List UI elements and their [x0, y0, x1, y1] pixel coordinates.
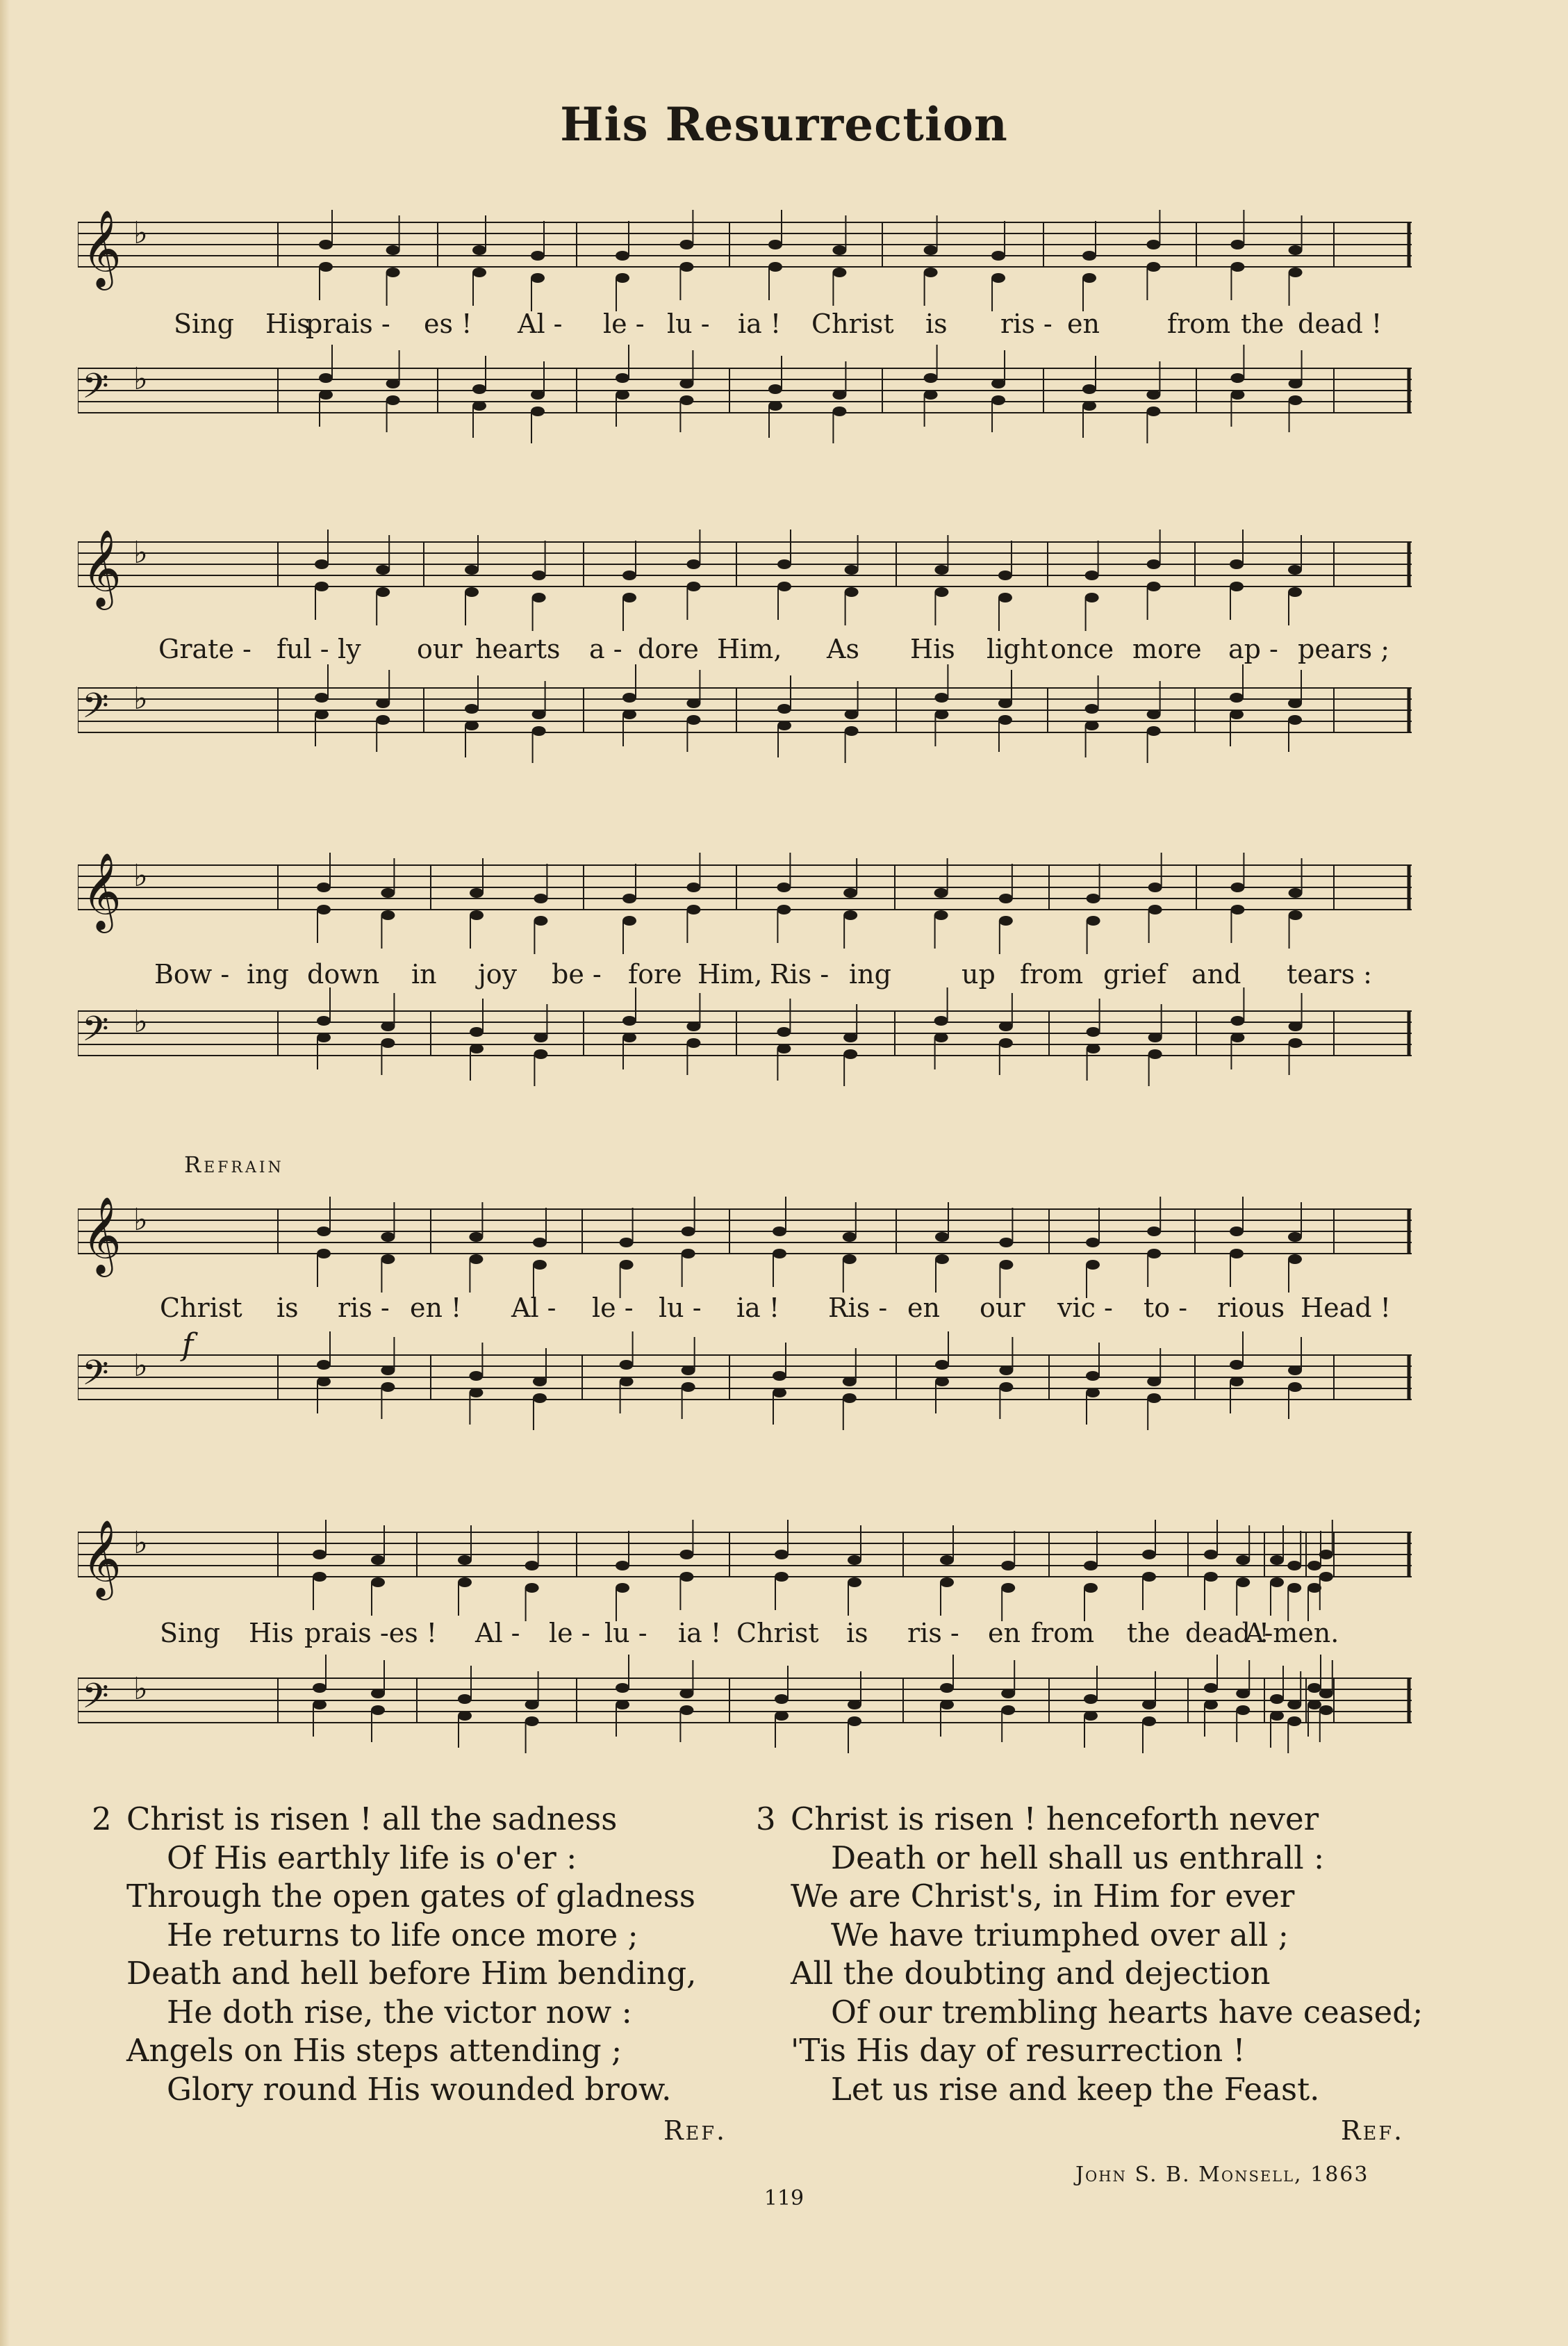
lyric-syllable: Al -: [518, 309, 563, 339]
svg-text:𝄞: 𝄞: [82, 529, 122, 607]
lyric-syllable: dead !: [1185, 1618, 1270, 1648]
lyric-syllable: en !: [410, 1293, 462, 1323]
verse-2-ref: Ref.: [663, 2115, 727, 2146]
page-number: 119: [764, 2186, 804, 2210]
lyric-syllable: Him,: [717, 634, 782, 664]
lyric-syllable: lu -: [667, 309, 710, 339]
lyric-syllable: light: [987, 634, 1048, 664]
verse-line: Death and hell before Him bending,: [126, 1955, 697, 1992]
svg-text:♭: ♭: [133, 1004, 148, 1040]
verse-line: Of His earthly life is o'er :: [167, 1839, 577, 1876]
svg-text:♭: ♭: [133, 1525, 148, 1561]
lyric-syllable: a -: [589, 634, 622, 664]
verse-line: Through the open gates of gladness: [126, 1878, 695, 1914]
svg-text:♭: ♭: [133, 858, 148, 894]
lyric-syllable: to -: [1144, 1293, 1188, 1323]
verse-line: 'Tis His day of resurrection !: [791, 2032, 1246, 2069]
lyric-syllable: the: [1241, 309, 1285, 339]
verse-line: He doth rise, the victor now :: [167, 1993, 632, 2031]
svg-text:♭: ♭: [133, 1671, 148, 1707]
verse-line: He returns to life once more ;: [167, 1916, 638, 1953]
lyric-row-1: [0, 309, 1568, 343]
verse-line: Glory round His wounded brow.: [167, 2070, 672, 2108]
lyric-syllable: Head !: [1301, 1293, 1391, 1323]
verse-line: We have triumphed over all ;: [831, 1916, 1289, 1953]
lyric-syllable: tears :: [1287, 959, 1372, 990]
svg-text:𝄞: 𝄞: [82, 1519, 122, 1597]
lyric-syllable: ap -: [1228, 634, 1278, 664]
verse-line: Of our trembling hearts have ceased;: [831, 1993, 1423, 2031]
verse-3: [756, 1800, 1423, 2108]
svg-text:♭: ♭: [133, 681, 148, 716]
lyric-syllable: dead !: [1298, 309, 1383, 339]
lyric-syllable: Christ: [160, 1293, 242, 1323]
lyric-syllable: ris -: [338, 1293, 390, 1323]
lyric-syllable: joy: [478, 959, 518, 990]
lyric-syllable: en: [1067, 309, 1100, 339]
hymn-title: His Resurrection: [560, 97, 1008, 151]
lyric-syllable: Al -: [511, 1293, 556, 1323]
lyric-syllable: and: [1191, 959, 1241, 990]
lyric-syllable: His: [910, 634, 955, 664]
verse-line: Angels on His steps attending ;: [126, 2032, 622, 2069]
lyric-row-3: [0, 959, 1568, 994]
lyric-syllable: es !: [424, 309, 472, 339]
verse-line: Death or hell shall us enthrall :: [831, 1839, 1325, 1876]
lyric-syllable: ing: [247, 959, 289, 990]
lyric-syllable: ia !: [678, 1618, 722, 1648]
lyric-syllable: ia !: [736, 1293, 780, 1323]
svg-text:𝄢: 𝄢: [82, 686, 109, 735]
lyric-syllable: ly: [338, 634, 361, 664]
lyric-syllable: Him,: [698, 959, 763, 990]
lyric-syllable: en: [907, 1293, 940, 1323]
svg-text:𝄢: 𝄢: [82, 1676, 109, 1725]
lyric-syllable: prais -: [306, 309, 390, 339]
lyric-row-2: [0, 634, 1568, 668]
lyric-syllable: Ris -: [828, 1293, 888, 1323]
lyric-syllable: A-men.: [1245, 1618, 1339, 1648]
lyric-syllable: Al -: [475, 1618, 520, 1648]
lyric-syllable: ful -: [277, 634, 329, 664]
lyric-syllable: vic -: [1057, 1293, 1113, 1323]
lyric-syllable: our: [417, 634, 463, 664]
lyric-syllable: up: [962, 959, 996, 990]
lyric-syllable: is: [277, 1293, 299, 1323]
verse-number: 2: [92, 1800, 112, 1837]
verse-line: Christ is risen ! henceforth never: [791, 1800, 1319, 1837]
verse-number: 3: [756, 1800, 776, 1837]
lyric-syllable: in: [411, 959, 437, 990]
lyric-syllable: ing: [849, 959, 891, 990]
verse-line: Christ is risen ! all the sadness: [126, 1800, 618, 1837]
svg-text:𝄢: 𝄢: [82, 366, 109, 415]
lyric-row-5: [0, 1618, 1568, 1652]
lyric-syllable: down: [307, 959, 380, 990]
lyric-syllable: is: [846, 1618, 868, 1648]
lyric-syllable: grief: [1103, 959, 1167, 990]
svg-text:𝄞: 𝄞: [82, 209, 122, 287]
lyric-syllable: Sing: [174, 309, 234, 339]
svg-text:♭: ♭: [133, 1348, 148, 1384]
svg-text:♭: ♭: [133, 535, 148, 571]
svg-text:𝄢: 𝄢: [82, 1009, 109, 1058]
lyric-syllable: Christ: [811, 309, 894, 339]
lyric-syllable: en: [988, 1618, 1021, 1648]
lyric-syllable: hearts: [475, 634, 561, 664]
verse-2: [92, 1800, 697, 2108]
lyric-syllable: ris -: [907, 1618, 959, 1648]
lyric-syllable: le -: [549, 1618, 591, 1648]
page-edge: [0, 0, 10, 2346]
lyric-syllable: pears ;: [1298, 634, 1390, 664]
lyric-syllable: be -: [552, 959, 602, 990]
lyric-syllable: le -: [603, 309, 645, 339]
verse-line: Let us rise and keep the Feast.: [831, 2070, 1320, 2108]
lyric-syllable: Ris -: [770, 959, 830, 990]
lyric-syllable: the: [1127, 1618, 1171, 1648]
lyric-syllable: prais -es !: [304, 1618, 438, 1648]
lyric-syllable: His: [265, 309, 311, 339]
verse-line: We are Christ's, in Him for ever: [791, 1878, 1295, 1914]
lyric-syllable: from: [1167, 309, 1231, 339]
lyric-syllable: fore: [628, 959, 682, 990]
svg-text:𝄞: 𝄞: [82, 1196, 122, 1274]
lyric-syllable: from: [1031, 1618, 1095, 1648]
lyric-syllable: lu -: [659, 1293, 702, 1323]
verse-line: All the doubting and dejection: [791, 1955, 1271, 1992]
lyric-syllable: As: [827, 634, 859, 664]
svg-text:𝄞: 𝄞: [82, 852, 122, 930]
lyric-syllable: His: [249, 1618, 294, 1648]
lyric-syllable: Christ: [736, 1618, 819, 1648]
lyric-syllable: Sing: [160, 1618, 220, 1648]
lyric-syllable: is: [925, 309, 948, 339]
lyric-syllable: rious: [1217, 1293, 1285, 1323]
refrain-label: Refrain: [184, 1151, 284, 1178]
verse-3-ref: Ref.: [1341, 2115, 1405, 2146]
lyric-syllable: lu -: [604, 1618, 647, 1648]
svg-text:♭: ♭: [133, 1202, 148, 1238]
lyric-row-4: [0, 1293, 1568, 1327]
author-credit: John S. B. Monsell, 1863: [1075, 2163, 1369, 2187]
lyric-syllable: le -: [592, 1293, 634, 1323]
lyric-syllable: Grate -: [158, 634, 251, 664]
lyric-syllable: once: [1050, 634, 1114, 664]
svg-text:𝄢: 𝄢: [82, 1353, 109, 1402]
svg-text:♭: ♭: [133, 361, 148, 397]
lyric-syllable: ia !: [738, 309, 782, 339]
lyric-syllable: Bow -: [154, 959, 230, 990]
lyric-syllable: ris -: [1000, 309, 1053, 339]
lyric-syllable: more: [1132, 634, 1202, 664]
lyric-syllable: from: [1020, 959, 1084, 990]
svg-text:♭: ♭: [133, 215, 148, 251]
dynamic-marking: f: [182, 1327, 194, 1363]
lyric-syllable: our: [980, 1293, 1025, 1323]
lyric-syllable: dore: [638, 634, 699, 664]
